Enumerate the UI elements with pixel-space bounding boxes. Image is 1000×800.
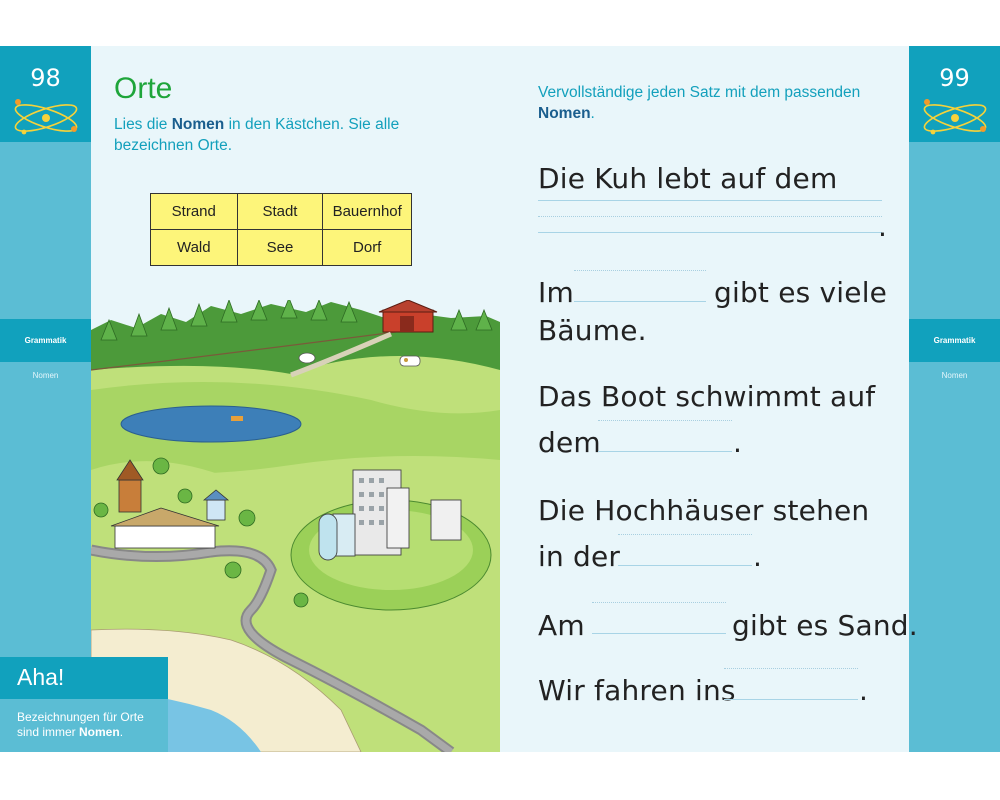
aha-text-part2: . [119,725,124,739]
sentence-2-start: Im [538,276,574,309]
atom-icon [919,94,991,138]
aha-text-bold: Nomen [79,725,120,739]
writing-line-dotted [538,216,882,217]
aha-text-part1: Bezeichnungen für Orte sind immer [17,710,144,739]
aha-header [0,657,168,699]
sentence-5-start: Am [538,609,585,642]
word-cell: See [237,230,323,266]
right-page [500,46,918,752]
answer-blank-6[interactable] [724,668,858,700]
page-title: Orte [114,72,173,105]
task-bold-noun: Nomen [538,105,591,122]
aha-title: Aha! [17,664,65,690]
right-page-number: 99 [939,64,970,92]
sentence-2-end: Bäume. [538,314,647,347]
sentence-3-start: Das Boot schwimmt auf [538,380,876,413]
word-cell: Dorf [323,230,412,266]
sentence-2-middle: gibt es viele [714,276,888,309]
sentence-1: Die Kuh lebt auf dem [538,162,838,195]
sentence-4-start: Die Hochhäuser stehen [538,494,870,527]
task-instruction [538,82,868,124]
left-subcategory-label: Nomen [32,371,59,380]
table-row [151,230,412,266]
sentence-3-end: dem [538,426,601,459]
sentence-5-end: gibt es Sand. [732,609,918,642]
sentence-period: . [878,210,887,243]
right-page-number-box [909,46,1000,142]
left-sidebar-strip [0,46,91,752]
left-page-number: 98 [30,64,61,92]
word-cell: Bauernhof [323,194,412,230]
table-row [151,194,412,230]
sentence-4-end: in der [538,540,621,573]
intro-part2: in den Kästchen. Sie alle bezeichnen Orte. [114,116,400,154]
word-cell: Strand [151,194,238,230]
word-cell: Stadt [237,194,323,230]
sentence-6-start: Wir fahren ins [538,674,736,707]
sentence-period: . [753,540,762,573]
intro-text [114,114,474,156]
task-part1: Vervollständige jeden Satz mit dem passenden [538,84,861,101]
left-category-label: Grammatik [0,319,91,362]
right-subcategory-label: Nomen [941,371,968,380]
left-page-number-box [0,46,91,142]
writing-line [538,200,882,201]
aha-text [17,710,165,740]
right-category-label: Grammatik [909,319,1000,362]
intro-bold-noun: Nomen [171,116,225,133]
intro-part1: Lies die [114,116,172,133]
atom-icon [10,94,82,138]
answer-blank-2[interactable] [574,270,706,302]
answer-blank-1[interactable] [538,232,882,233]
answer-blank-5[interactable] [592,602,726,634]
word-table [150,193,412,266]
word-cell: Wald [151,230,238,266]
right-sidebar-strip [909,46,1000,752]
left-page [91,46,500,752]
answer-blank-4[interactable] [618,534,752,566]
sentence-period: . [859,674,868,707]
sentence-period: . [733,426,742,459]
answer-blank-3[interactable] [598,420,732,452]
aha-box [0,657,168,752]
task-part2: . [590,105,595,122]
